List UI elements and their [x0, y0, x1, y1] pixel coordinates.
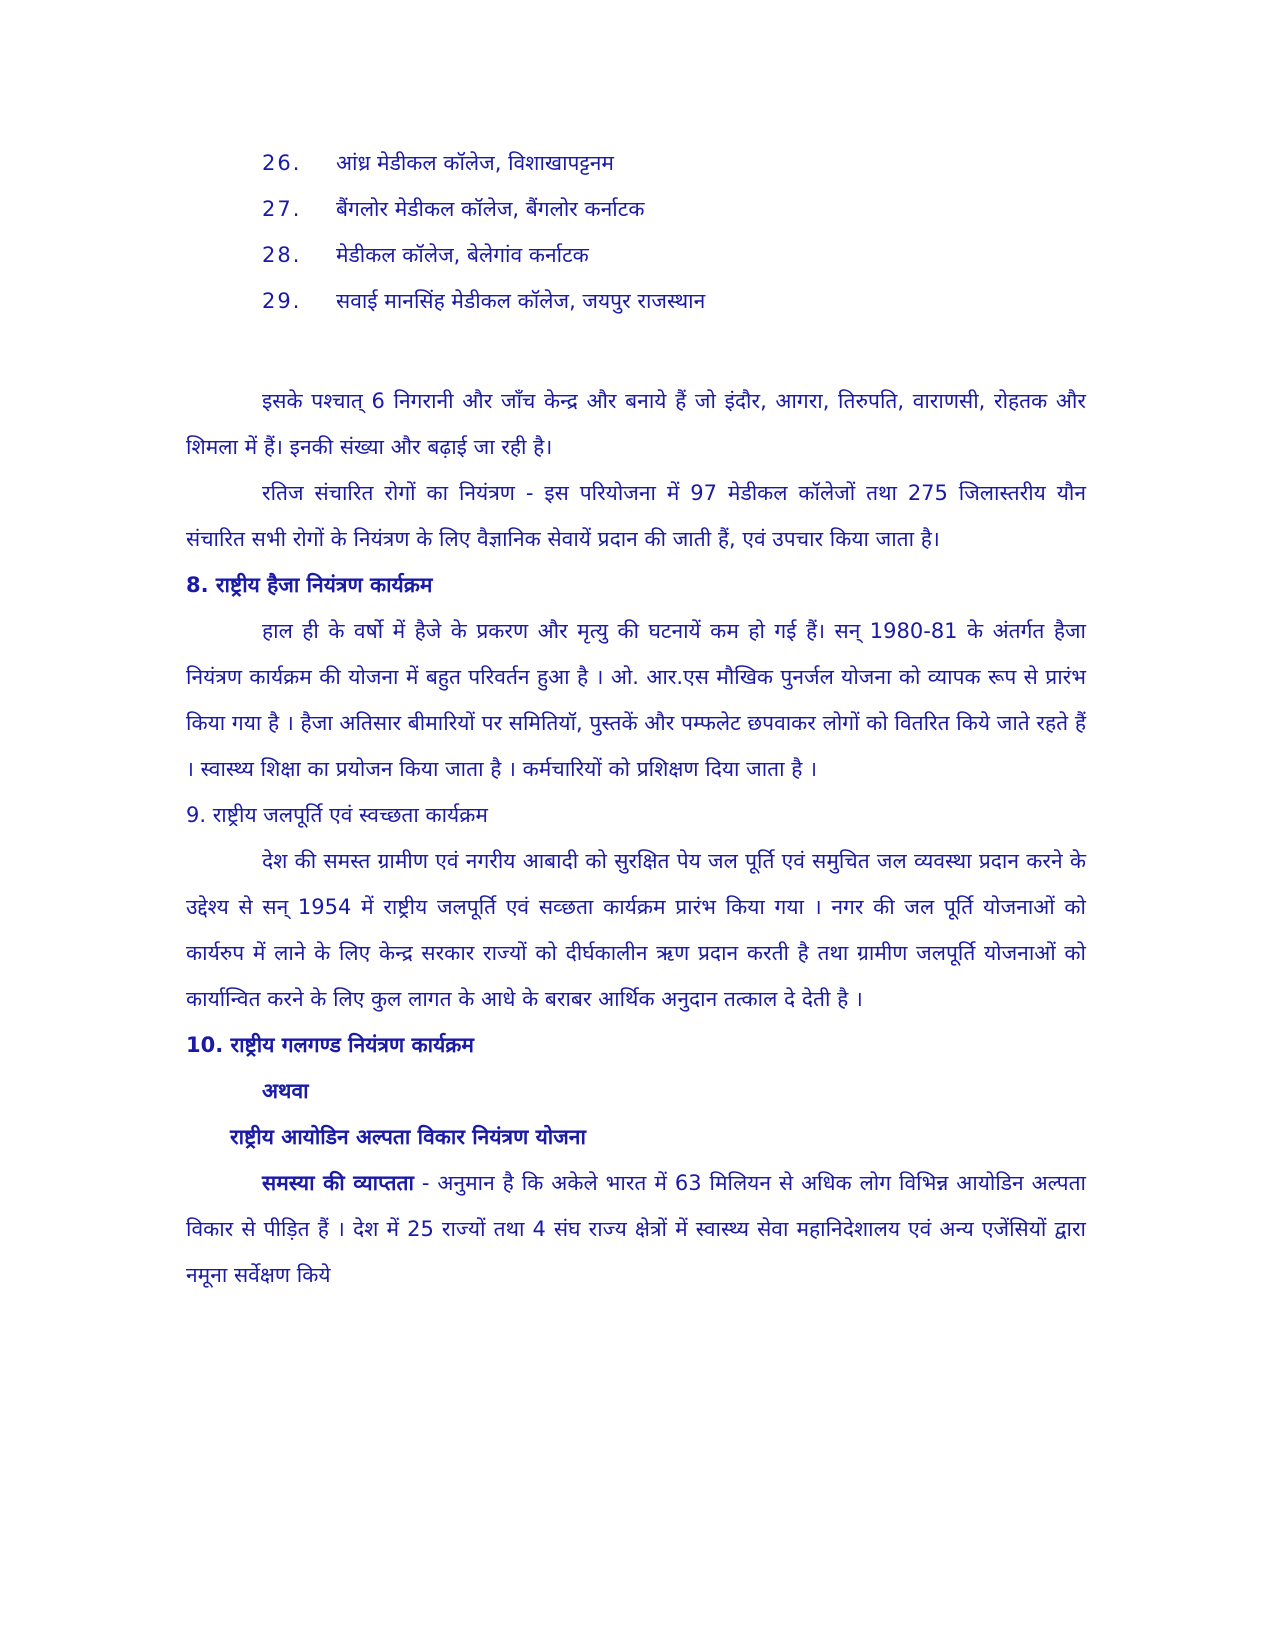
subheading-iodine-deficiency: राष्ट्रीय आयोडिन अल्पता विकार नियंत्रण योजना [230, 1125, 586, 1149]
problem-extent-lead: समस्या की व्याप्तता [262, 1171, 414, 1195]
list-item-text: आंध्र मेडीकल कॉलेज, विशाखापट्टनम [336, 151, 614, 175]
list-item-number: 28. [262, 243, 302, 267]
list-item-number: 26. [262, 151, 302, 175]
paragraph-surveillance-centres: इसके पश्चात् 6 निगरानी और जाँच केन्द्र और बनाये हैं जो इंदौर, आगरा, तिरुपति, वाराणसी, रोहतक और शिमला में हैं। इनकी संख्या और बढ़ाई जा रही है। [186, 389, 1086, 459]
paragraph-water-supply: देश की समस्त ग्रामीण एवं नगरीय आबादी को सुरक्षित पेय जल पूर्ति एवं समुचित जल व्यवस्था प्रदान करने के उद्देश्य से सन् 1954 में राष्ट्रीय जलपूर्ति एवं सव्छता कार्यक्रम प्रारंभ किया गया । नगर की जल पूर्ति योजनाओं को कार्यरुप में लाने के लिए केन्द्र सरकार राज्यों को दीर्घकालीन ऋण प्रदान करती है तथा ग्रामीण जलपूर्ति योजनाओं को कार्यान्वित करने के लिए कुल लागत के आधे के बराबर आर्थिक अनुदान तत्काल दे देती है । [186, 849, 1086, 1011]
list-item [262, 148, 1082, 194]
list-item-number: 29. [262, 289, 302, 313]
section-heading-goitre: 10. राष्ट्रीय गलगण्ड नियंत्रण कार्यक्रम [186, 1033, 474, 1057]
paragraph-cholera: हाल ही के वर्षो में हैजे के प्रकरण और मृत्यु की घटनायें कम हो गई हैं। सन् 1980-81 के अंतर्गत हैजा नियंत्रण कार्यक्रम की योजना में बहुत परिवर्तन हुआ है । ओ. आर.एस मौखिक पुनर्जल योजना को व्यापक रूप से प्रारंभ किया गया है । हैजा अतिसार बीमारियों पर समितियॉ, पुस्तकें और पम्फलेट छपवाकर लोगों को वितरित किये जाते रहते हैं । स्वास्थ्य शिक्षा का प्रयोजन किया जाता है । कर्मचारियों को प्रशिक्षण दिया जाता है । [186, 619, 1086, 781]
medical-college-list [262, 148, 1082, 332]
list-item [262, 240, 1082, 286]
list-item-text: मेडीकल कॉलेज, बेलेगांव कर्नाटक [336, 243, 589, 267]
list-item-number: 27. [262, 197, 302, 221]
section-heading-water-supply: 9. राष्ट्रीय जलपूर्ति एवं स्वच्छता कार्यक्रम [186, 803, 488, 827]
list-item-text: सवाई मानसिंह मेडीकल कॉलेज, जयपुर राजस्थान [336, 289, 706, 313]
athva-label: अथवा [262, 1079, 309, 1103]
list-item-text: बैंगलोर मेडीकल कॉलेज, बैंगलोर कर्नाटक [336, 197, 645, 221]
paragraph-std-control: रतिज संचारित रोगों का नियंत्रण - इस परियोजना में 97 मेडीकल कॉलेजों तथा 275 जिलास्तरीय यौन संचारित सभी रोगों के नियंत्रण के लिए वैज्ञानिक सेवायें प्रदान की जाती हैं, एवं उपचार किया जाता है। [186, 481, 1086, 551]
section-heading-cholera: 8. राष्ट्रीय हैजा नियंत्रण कार्यक्रम [186, 573, 433, 597]
problem-extent-text: - अनुमान है कि अकेले भारत में 63 मिलियन से अधिक लोग विभिन्न आयोडिन अल्पता विकार से पीड़ित हैं । देश में 25 राज्यों तथा 4 संघ राज्य क्षेत्रों में स्वास्थ्य सेवा महानिदेशालय एवं अन्य एजेंसियों द्वारा नमूना सर्वेक्षण किये [186, 1171, 1086, 1287]
document-body [186, 378, 1086, 1298]
paragraph-problem-extent [186, 1160, 1086, 1298]
list-item [262, 286, 1082, 332]
list-item [262, 194, 1082, 240]
